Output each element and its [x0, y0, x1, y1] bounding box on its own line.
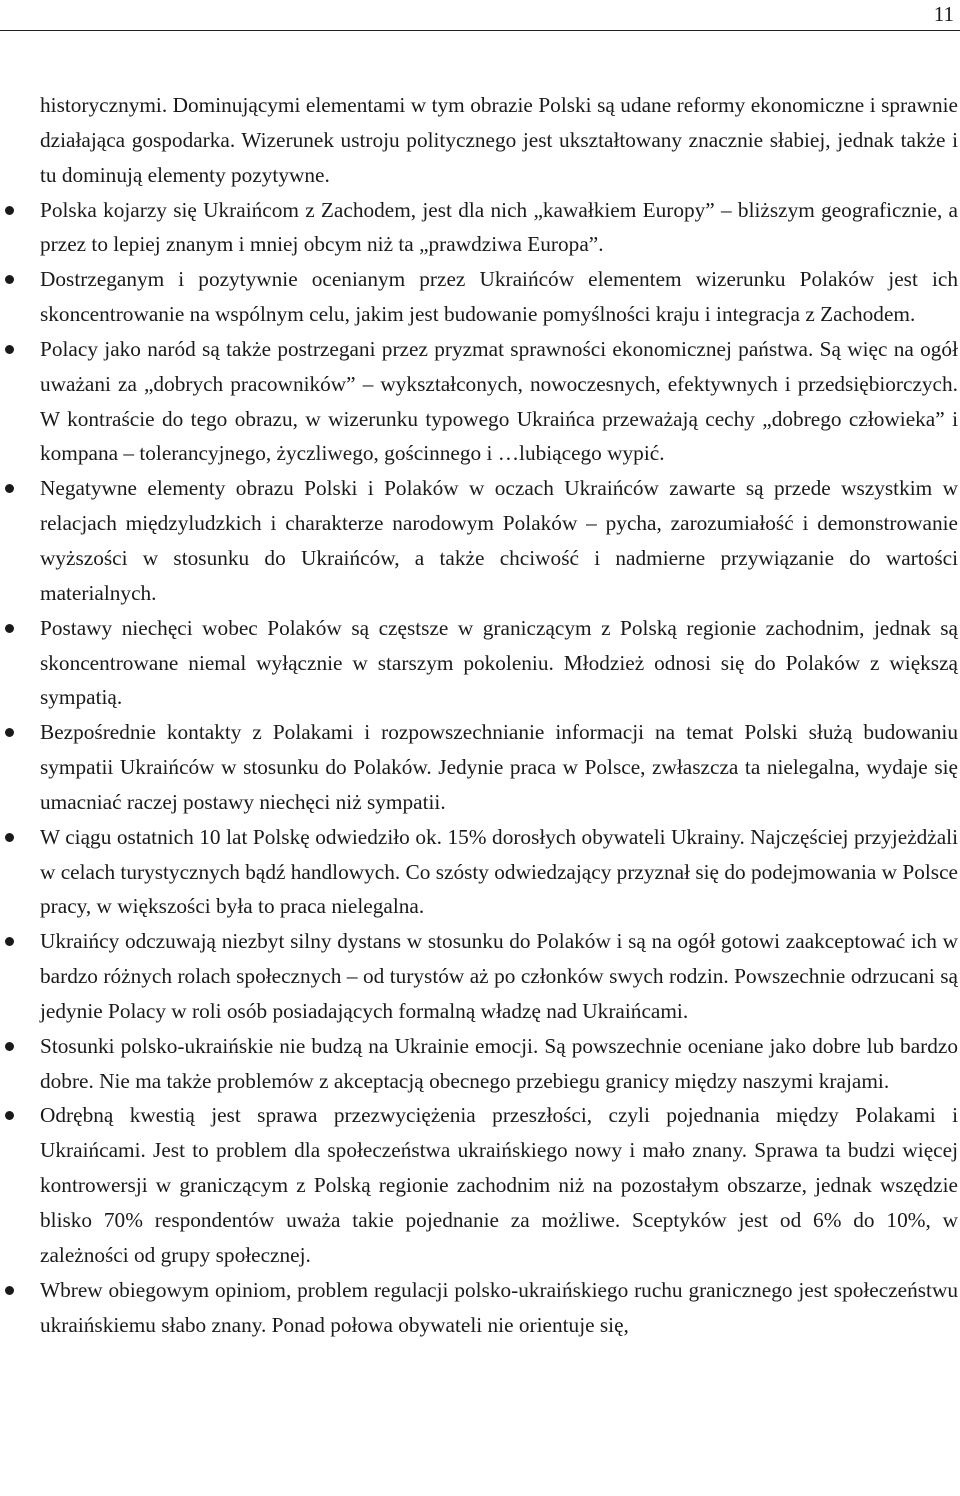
list-item	[40, 820, 958, 925]
list-item	[40, 332, 958, 471]
page-number: 11	[933, 2, 954, 26]
list-item	[40, 471, 958, 610]
list-item-text: Stosunki polsko-ukraińskie nie budzą na Ukrainie emocji. Są powszechnie oceniane jako dobre lub bardzo dobre. Nie ma także problemów z akceptacją obecnego przebiegu granicy między naszymi krajami.	[40, 1033, 958, 1093]
bullet-list	[0, 193, 960, 1343]
bullet-icon	[5, 206, 14, 215]
list-item-text: Ukraińcy odczuwają niezbyt silny dystans w stosunku do Polaków i są na ogół gotowi zaakceptować ich w bardzo różnych rolach społecznych – od turystów aż po członków swych rodzin. Powszechnie odrzucani są jedynie Polacy w roli osób posiadających formalną władzę nad Ukraińcami.	[40, 929, 958, 1023]
list-item-text: Postawy niechęci wobec Polaków są częstsze w graniczącym z Polską regionie zachodnim, jednak są skoncentrowane niemal wyłącznie w starszym pokoleniu. Młodzież odnosi się do Polaków z większą sympatią.	[40, 615, 958, 710]
bullet-icon	[5, 833, 14, 842]
list-item-text: Polacy jako naród są także postrzegani przez pryzmat sprawności ekonomicznej państwa. Są więc na ogół uważani za „dobrych pracowników” – wykształconych, nowoczesnych, efektywnych i przedsiębiorczych. W kontraście do tego obrazu, w wizerunku typowego Ukraińca przeważają cechy „dobrego człowieka” i kompana – tolerancyjnego, życzliwego, gościnnego i …lubiącego wypić.	[40, 336, 958, 466]
list-item-text: Negatywne elementy obrazu Polski i Polaków w oczach Ukraińców zawarte są przede wszystkim w relacjach międzyludzkich i charakterze narodowym Polaków – pycha, zarozumiałość i demonstrowanie wyższości w stosunku do Ukraińców, a także chciwość i nadmierne przywiązanie do wartości materialnych.	[40, 476, 958, 605]
bullet-icon	[5, 728, 14, 737]
bullet-icon	[5, 624, 14, 633]
bullet-icon	[5, 937, 14, 946]
bullet-icon	[5, 1042, 14, 1051]
list-item	[40, 611, 958, 716]
bullet-icon	[5, 1111, 14, 1120]
list-item-text: Polska kojarzy się Ukraińcom z Zachodem, jest dla nich „kawałkiem Europy” – bliższym geograficznie, a przez to lepiej znanym i mniej obcym niż ta „prawdziwa Europa”.	[40, 197, 958, 257]
bullet-icon	[5, 275, 14, 284]
list-item-text: Dostrzeganym i pozytywnie ocenianym przez Ukraińców elementem wizerunku Polaków jest ich skoncentrowanie na wspólnym celu, jakim jest budowanie pomyślności kraju i integracja z Zachodem.	[40, 267, 958, 327]
list-item	[40, 1273, 958, 1343]
list-item	[40, 1029, 958, 1099]
list-item-text: Odrębną kwestią jest sprawa przezwyciężenia przeszłości, czyli pojednania między Polakami i Ukraińcami. Jest to problem dla społeczeństwa ukraińskiego nowy i mało znany. Sprawa ta budzi więcej kontrowersji w graniczącym z Polską regionie zachodnim niż na pozostałym obszarze, jednak wszędzie blisko 70% respondentów uważa takie pojednanie za możliwe. Sceptyków jest od 6% do 10%, w zależności od grupy społecznej.	[40, 1103, 958, 1267]
bullet-icon	[5, 345, 14, 354]
list-item-text: Wbrew obiegowym opiniom, problem regulacji polsko-ukraińskiego ruchu granicznego jest społeczeństwu ukraińskiemu słabo znany. Ponad połowa obywateli nie orientuje się,	[40, 1277, 958, 1337]
page-header	[0, 0, 960, 32]
list-item	[40, 924, 958, 1029]
header-rule	[0, 30, 960, 31]
bullet-icon	[5, 1286, 14, 1295]
body-text	[0, 88, 960, 1342]
list-item-text: Bezpośrednie kontakty z Polakami i rozpowszechnianie informacji na temat Polski służą budowaniu sympatii Ukraińców w stosunku do Polaków. Jedynie praca w Polsce, zwłaszcza ta nielegalna, wydaje się umacniać raczej postawy niechęci niż sympatii.	[40, 720, 958, 814]
bullet-icon	[5, 484, 14, 493]
list-item	[40, 715, 958, 820]
list-item	[40, 193, 958, 263]
list-item-text: W ciągu ostatnich 10 lat Polskę odwiedziło ok. 15% dorosłych obywateli Ukrainy. Najczęściej przyjeżdżali w celach turystycznych bądź handlowych. Co szósty odwiedzający przyznał się do podejmowania w Polsce pracy, w większości była to praca nielegalna.	[40, 824, 958, 919]
list-item	[40, 1098, 958, 1272]
paragraph-continuation: historycznymi. Dominującymi elementami w tym obrazie Polski są udane reformy ekonomiczne i sprawnie działająca gospodarka. Wizerunek ustroju politycznego jest ukształtowany znacznie słabiej, jednak także i tu dominują elementy pozytywne.	[40, 93, 958, 187]
list-item	[40, 262, 958, 332]
